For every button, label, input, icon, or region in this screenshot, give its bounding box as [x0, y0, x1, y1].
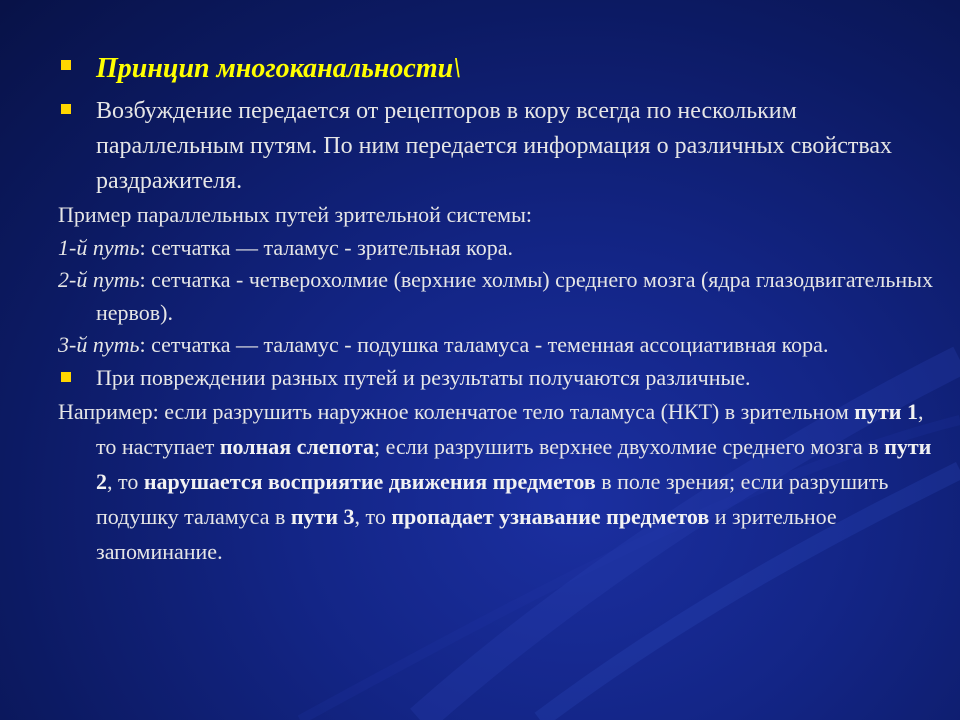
path-1-text: : сетчатка — таламус - зрительная кора. — [139, 234, 513, 260]
square-bullet-icon — [61, 372, 71, 382]
path-1 — [58, 232, 938, 265]
slide-title: Принцип многоканальности\ — [96, 53, 461, 84]
example-bold-path-2: пути 2 — [96, 434, 932, 494]
square-bullet-icon — [61, 60, 71, 70]
path-2-label: 2-й путь — [58, 267, 140, 292]
example-text-2: , то наступает — [96, 399, 924, 459]
path-3 — [58, 329, 938, 362]
example-text-3: ; если разрушить верхнее двухолмие среднего мозга в — [374, 434, 885, 459]
example-bold-recognition: пропадает узнавание предметов — [391, 504, 710, 529]
path-1-label: 1-й путь — [58, 234, 140, 260]
bullet-damage-text: При повреждении разных путей и результаты получаются различные. — [96, 364, 751, 390]
example-bold-motion: нарушается восприятие движения предметов — [143, 469, 596, 494]
slide-content — [58, 50, 938, 569]
square-bullet-icon — [61, 104, 71, 114]
path-3-label: 3-й путь — [58, 332, 140, 357]
example-text-4: , то — [107, 469, 144, 494]
example-intro: Пример параллельных путей зрительной системы: — [58, 202, 532, 227]
example-text-5: в поле зрения; если разрушить подушку таламуса в — [96, 469, 889, 529]
slide-title-row — [58, 50, 938, 94]
example-bold-path-1: пути 1 — [854, 399, 918, 424]
example-text-6: , то — [354, 504, 392, 529]
example-paragraph — [58, 394, 938, 569]
path-3-text: : сетчатка — таламус - подушка таламуса - теменная ассоциативная кора. — [139, 332, 829, 357]
example-text-1: Например: если разрушить наружное коленчатое тело таламуса (НКТ) в зрительном — [58, 399, 855, 424]
bullet-damage — [58, 362, 938, 395]
path-2-text: : сетчатка - четверохолмие (верхние холмы) среднего мозга (ядра глазодвигательных нервов). — [96, 267, 933, 325]
example-text-7: и зрительное запоминание. — [96, 504, 837, 564]
example-bold-blindness: полная слепота — [219, 434, 375, 459]
bullet-principle-text: Возбуждение передается от рецепторов в кору всегда по нескольким параллельным путям. По ним передается информация о различных свойствах раздражителя. — [96, 98, 893, 194]
example-bold-path-3: пути 3 — [290, 504, 355, 529]
bullet-principle — [58, 94, 938, 199]
path-2 — [58, 264, 938, 329]
